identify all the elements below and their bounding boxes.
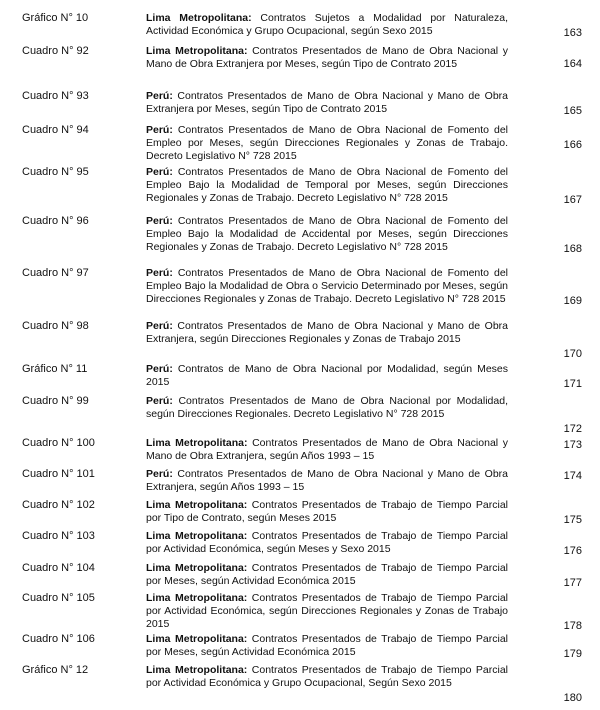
entry-page-number: 164 — [563, 57, 582, 70]
entry-label: Cuadro N° 93 — [22, 90, 89, 102]
entry-description — [146, 395, 508, 421]
entry-description — [146, 363, 508, 389]
entry-page-number: 175 — [563, 513, 582, 526]
entry-page-number: 165 — [563, 104, 582, 117]
entry-label: Cuadro N° 100 — [22, 437, 95, 449]
entry-region: Perú: — [146, 395, 173, 407]
entry-label: Cuadro N° 95 — [22, 166, 89, 178]
entry-page-number: 179 — [563, 647, 582, 660]
entry-description — [146, 562, 508, 588]
entry-region: Lima Metropolitana: — [146, 12, 252, 24]
entry-title: Contratos Presentados de Trabajo de Tiempo Parcial por Meses, según Actividad Económica 2015 — [146, 562, 509, 587]
entry-label: Gráfico N° 10 — [22, 12, 89, 24]
entry-title: Contratos Presentados de Trabajo de Tiempo Parcial por Tipo de Contrato, según Meses 2015 — [146, 499, 509, 524]
entry-title: Contratos Presentados de Mano de Obra Nacional de Fomento del Empleo por Meses, según Direcciones Regionales y Zonas de Trabajo. Decreto Legislativo N° 728 2015 — [146, 124, 509, 162]
entry-page-number: 169 — [563, 294, 582, 307]
entry-label: Cuadro N° 98 — [22, 320, 89, 332]
entry-description — [146, 90, 508, 116]
entry-title: Contratos Presentados de Mano de Obra Nacional y Mano de Obra Extranjera, según Años 1993 – 15 — [146, 437, 508, 462]
entry-page-number: 171 — [563, 377, 582, 390]
entry-title: Contratos Presentados de Trabajo de Tiempo Parcial por Actividad Económica, según Direcciones Regionales y Zonas de Trabajo 2015 — [146, 592, 509, 630]
entry-label: Cuadro N° 103 — [22, 530, 95, 542]
entry-page-number: 178 — [563, 619, 582, 632]
entry-title: Contratos Presentados de Mano de Obra Nacional de Fomento del Empleo Bajo la Modalidad de Obra o Servicio Determinado por Meses, según Direcciones Regionales y Zonas de Trabajo. Decreto Legislativo N° 728 2015 — [146, 267, 509, 305]
entry-region: Perú: — [146, 363, 173, 375]
entry-page-number: 170 — [563, 347, 582, 360]
entry-page-number: 166 — [563, 138, 582, 151]
entry-page-number: 174 — [563, 470, 582, 482]
entry-description — [146, 45, 508, 71]
entry-page-number: 167 — [563, 193, 582, 206]
entry-title: Contratos Presentados de Mano de Obra Nacional y Mano de Obra Extranjera, según Direcciones Regionales y Zonas de Trabajo 2015 — [146, 320, 508, 345]
entry-description — [146, 664, 508, 690]
entry-description — [146, 530, 508, 556]
entry-description — [146, 267, 508, 305]
entry-region: Perú: — [146, 90, 173, 102]
entry-region: Lima Metropolitana: — [146, 562, 248, 574]
entry-label: Cuadro N° 96 — [22, 215, 89, 227]
entry-title: Contratos Presentados de Trabajo de Tiempo Parcial por Actividad Económica, según Meses y Sexo 2015 — [146, 530, 509, 555]
entry-page-number: 180 — [563, 691, 582, 704]
entry-region: Perú: — [146, 468, 173, 480]
entry-label: Cuadro N° 94 — [22, 124, 89, 136]
entry-region: Lima Metropolitana: — [146, 530, 248, 542]
entry-label: Cuadro N° 105 — [22, 592, 95, 604]
entry-description — [146, 320, 508, 346]
entry-region: Perú: — [146, 215, 173, 227]
entry-title: Contratos Sujetos a Modalidad por Naturaleza, Actividad Económica y Grupo Ocupacional, según Sexo 2015 — [146, 12, 508, 37]
entry-region: Perú: — [146, 267, 173, 279]
entry-title: Contratos Presentados de Mano de Obra Nacional de Fomento del Empleo Bajo la Modalidad de Accidental por Meses, según Direcciones Regionales y Zonas de Trabajo. Decreto Legislativo N° 728 2015 — [146, 215, 509, 253]
entry-region: Lima Metropolitana: — [146, 499, 248, 511]
entry-title: Contratos Presentados de Mano de Obra Nacional y Mano de Obra Extranjera por Meses, según Tipo de Contrato 2015 — [146, 45, 508, 70]
entry-label: Cuadro N° 99 — [22, 395, 89, 407]
entry-page-number: 163 — [563, 26, 582, 39]
entry-description — [146, 12, 508, 38]
entry-page-number: 173 — [563, 439, 582, 451]
entry-region: Lima Metropolitana: — [146, 664, 248, 676]
entry-region: Lima Metropolitana: — [146, 592, 248, 604]
entry-title: Contratos de Mano de Obra Nacional por Modalidad, según Meses 2015 — [146, 363, 508, 388]
entry-title: Contratos Presentados de Trabajo de Tiempo Parcial por Meses, según Actividad Económica 2015 — [146, 633, 509, 658]
entry-title: Contratos Presentados de Mano de Obra Nacional de Fomento del Empleo Bajo la Modalidad de Temporal por Meses, según Direcciones Regionales y Zonas de Trabajo. Decreto Legislativo N° 728 2015 — [146, 166, 509, 204]
entry-region: Lima Metropolitana: — [146, 633, 248, 645]
entry-page-number: 168 — [563, 242, 582, 255]
entry-label: Cuadro N° 104 — [22, 562, 95, 574]
entry-page-number: 177 — [563, 576, 582, 589]
entry-description — [146, 633, 508, 659]
entry-page-number: 176 — [563, 544, 582, 557]
entry-region: Perú: — [146, 124, 173, 136]
entry-description — [146, 166, 508, 204]
entry-region: Perú: — [146, 320, 173, 332]
entry-label: Cuadro N° 102 — [22, 499, 95, 511]
entry-region: Lima Metropolitana: — [146, 437, 248, 449]
entry-region: Perú: — [146, 166, 173, 178]
entry-description — [146, 592, 508, 630]
entry-title: Contratos Presentados de Trabajo de Tiempo Parcial por Actividad Económica y Grupo Ocupacional, Según Sexo 2015 — [146, 664, 509, 689]
entry-description — [146, 468, 508, 494]
entry-description — [146, 215, 508, 253]
entry-label: Gráfico N° 11 — [22, 363, 88, 375]
entry-description — [146, 437, 508, 463]
entry-region: Lima Metropolitana: — [146, 45, 248, 57]
entry-label: Cuadro N° 97 — [22, 267, 89, 279]
entry-label: Gráfico N° 12 — [22, 664, 89, 676]
entry-label: Cuadro N° 101 — [22, 468, 95, 480]
entry-description — [146, 124, 508, 162]
entry-page-number: 172 — [563, 422, 582, 435]
entry-title: Contratos Presentados de Mano de Obra Nacional y Mano de Obra Extranjera, según Años 1993 – 15 — [146, 468, 508, 493]
entry-title: Contratos Presentados de Mano de Obra Nacional por Modalidad, según Direcciones Regionales. Decreto Legislativo N° 728 2015 — [146, 395, 508, 420]
entry-label: Cuadro N° 92 — [22, 45, 89, 57]
entry-title: Contratos Presentados de Mano de Obra Nacional y Mano de Obra Extranjera por Meses, según Tipo de Contrato 2015 — [146, 90, 508, 115]
entry-label: Cuadro N° 106 — [22, 633, 95, 645]
entry-description — [146, 499, 508, 525]
